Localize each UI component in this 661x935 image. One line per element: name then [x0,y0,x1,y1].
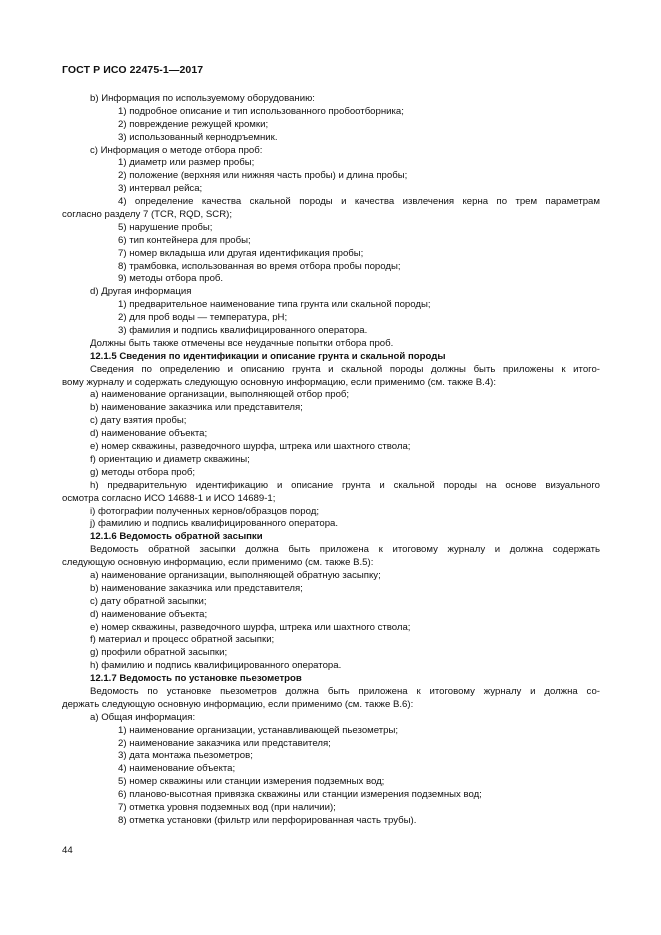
list-item: e) номер скважины, разведочного шурфа, штрека или шахтного ствола; [90,621,411,633]
list-item: g) методы отбора проб; [90,466,196,478]
list-item-continuation: осмотра согласно ИСО 14688-1 и ИСО 14689-1; [62,492,276,504]
paragraph: Ведомость обратной засыпки должна быть приложена к итоговому журналу и должна содержать [90,544,600,556]
list-item: d) наименование объекта; [90,428,208,440]
page-body [62,93,600,828]
paragraph: Ведомость по установке пьезометров должна быть приложена к итоговому журналу и должна со- [90,685,600,697]
list-item: c) дату обратной засыпки; [90,595,207,607]
list-item: 9) методы отбора проб. [118,273,224,285]
list-item: 2) повреждение режущей кромки; [118,118,269,130]
list-item: c) Информация о методе отбора проб: [90,144,263,156]
list-item: j) фамилию и подпись квалифицированного оператора. [90,518,339,530]
list-item: a) наименование организации, выполняющей отбор проб; [90,389,350,401]
list-item: a) Общая информация: [90,711,196,723]
list-item: c) дату взятия пробы; [90,415,187,427]
list-item: a) наименование организации, выполняющей обратную засыпку; [90,569,381,581]
list-item: h) фамилию и подпись квалифицированного оператора. [90,660,342,672]
list-item: 1) предварительное наименование типа грунта или скальной породы; [118,299,431,311]
list-item: b) Информация по используемому оборудованию: [90,93,315,104]
list-item: 2) положение (верхняя или нижняя часть пробы) и длина пробы; [118,170,408,182]
page-number: 44 [62,845,73,856]
list-item: 1) наименование организации, устанавливающей пьезометры; [118,724,399,736]
list-item: 3) использованный кернодpъемник. [118,131,278,143]
list-item: 8) трамбовка, использованная во время отбора пробы породы; [118,260,401,272]
list-item: b) наименование заказчика или представителя; [90,402,303,414]
list-item: 4) наименование объекта; [118,763,236,775]
section-heading-12-1-5: 12.1.5 Сведения по идентификации и описание грунта и скальной породы [90,350,446,362]
list-item: d) наименование объекта; [90,608,208,620]
list-item: 3) фамилия и подпись квалифицированного оператора. [118,325,368,337]
list-item: e) номер скважины, разведочного шурфа, штрека или шахтного ствола; [90,441,411,453]
list-item: 2) для проб воды — температура, pH; [118,312,288,324]
paragraph-continuation: вому журналу и содержать следующую основную информацию, если применимо (см. также В.4): [62,376,497,388]
list-item: 8) отметка установки (фильтр или перфорированная часть трубы). [118,814,417,826]
list-item: d) Другая информация [90,286,192,298]
list-item: f) материал и процесс обратной засыпки; [90,634,275,646]
list-item: 2) наименование заказчика или представителя; [118,737,331,749]
section-heading-12-1-6: 12.1.6 Ведомость обратной засыпки [90,531,263,543]
list-item: 3) дата монтажа пьезометров; [118,750,253,762]
paragraph-continuation: следующую основную информацию, если применимо (см. также В.5): [62,557,374,569]
section-heading-12-1-7: 12.1.7 Ведомость по установке пьезометров [90,673,302,685]
list-item: f) ориентацию и диаметр скважины; [90,453,250,465]
list-item: 7) номер вкладыша или другая идентификация пробы; [118,247,364,259]
paragraph: Должны быть также отмечены все неудачные попытки отбора проб. [90,337,394,349]
list-item: 5) нарушение пробы; [118,221,213,233]
list-item: 6) тип контейнера для пробы; [118,234,251,246]
paragraph-continuation: держать следующую основную информацию, если применимо (см. также В.6): [62,698,414,710]
list-item: 5) номер скважины или станции измерения подземных вод; [118,776,385,788]
list-item: b) наименование заказчика или представителя; [90,582,303,594]
list-item: 1) подробное описание и тип использованного пробоотборника; [118,105,404,117]
list-item: 6) планово-высотная привязка скважины или станции измерения подземных вод; [118,789,482,801]
list-item: 1) диаметр или размер пробы; [118,157,255,169]
list-item: i) фотографии полученных кернов/образцов пород; [90,505,319,517]
list-item-continuation: согласно разделу 7 (TCR, RQD, SCR); [62,209,232,221]
list-item: g) профили обратной засыпки; [90,647,228,659]
list-item: 4) определение качества скальной породы и качества извлечения керна по трем параметрам [118,196,600,208]
list-item: h) предварительную идентификацию и описание грунта и скальной породы на основе визуального [90,479,600,491]
paragraph: Сведения по определению и описанию грунта и скальной породы должны быть приложены к итого- [90,363,600,375]
list-item: 7) отметка уровня подземных вод (при наличии); [118,801,336,813]
list-item: 3) интервал рейса; [118,183,203,195]
document-header: ГОСТ Р ИСО 22475-1—2017 [62,64,204,76]
